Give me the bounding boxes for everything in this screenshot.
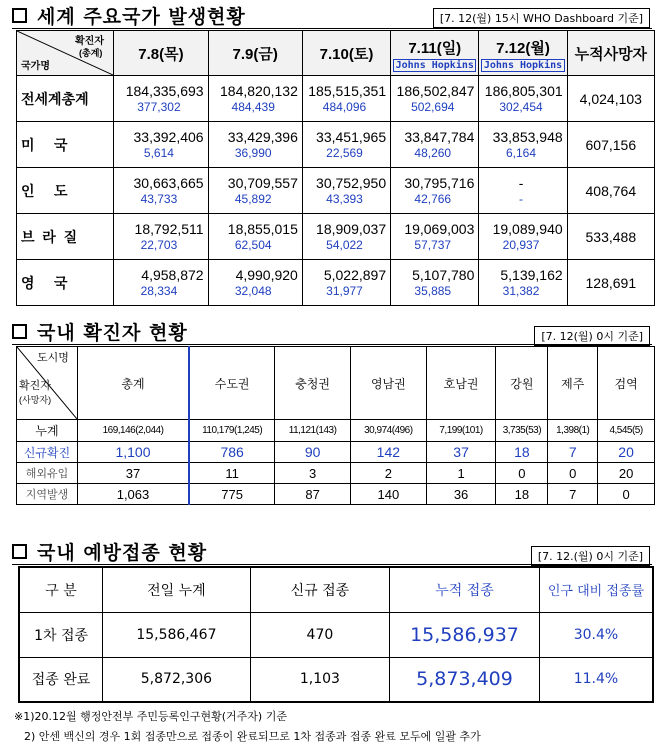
total-deaths: 128,691	[567, 260, 654, 306]
row-label: 해외유입	[17, 463, 78, 484]
date-header-3: 7.11(일) Johns Hopkins	[391, 31, 479, 76]
value-cell: 11	[189, 463, 275, 484]
value-cell: 775	[189, 484, 275, 505]
country-name: 전세계총계	[17, 76, 114, 122]
row-label: 누계	[17, 420, 78, 442]
total-cases: 185,515,351	[308, 82, 387, 99]
vacc-new: 470	[250, 612, 389, 657]
value-cell: 20	[598, 442, 655, 463]
new-cases: 36,990	[234, 145, 272, 160]
total-deaths: 408,764	[567, 168, 654, 214]
total-deaths: 607,156	[567, 122, 654, 168]
col-header-6: 제주	[548, 347, 598, 420]
case-cell	[114, 168, 208, 214]
corner-top-sub-label: (총계)	[79, 48, 103, 58]
table-row	[17, 442, 655, 463]
new-cases: 31,382	[502, 283, 540, 298]
new-cases: 22,569	[326, 145, 363, 160]
total-cases: -	[518, 174, 524, 191]
value-cell: 11,121(143)	[275, 420, 351, 442]
checkbox-square-icon	[12, 8, 27, 23]
new-cases: 484,439	[231, 99, 275, 114]
vacc-rate: 30.4%	[539, 612, 653, 657]
value-cell: 786	[189, 442, 275, 463]
section1-title: 세계 주요국가 발생현황	[12, 2, 246, 28]
new-cases: 48,260	[414, 145, 452, 160]
country-name: 미 국	[17, 122, 114, 168]
case-cell	[391, 168, 479, 214]
value-cell: 169,146(2,044)	[78, 420, 190, 442]
value-cell: 142	[350, 442, 426, 463]
case-cell	[114, 260, 208, 306]
table-row	[17, 214, 655, 260]
domestic-cases-table	[16, 346, 655, 505]
case-cell	[114, 76, 208, 122]
total-cases: 18,792,511	[134, 220, 204, 237]
col-header-7: 검역	[598, 347, 655, 420]
date-header-4: 7.12(월) Johns Hopkins	[479, 31, 567, 76]
col-header-4: 호남권	[426, 347, 496, 420]
value-cell: 7	[548, 442, 598, 463]
total-cases: 33,853,948	[492, 128, 563, 145]
total-cases: 186,805,301	[484, 82, 563, 99]
vacc-header-1: 전일 누계	[103, 567, 251, 612]
table-row	[17, 484, 655, 505]
new-cases: 22,703	[140, 237, 178, 252]
section2-rule	[12, 344, 652, 345]
new-cases: 484,096	[322, 99, 367, 114]
vacc-header-0: 구 분	[19, 567, 103, 612]
case-cell	[391, 76, 479, 122]
row-label: 지역발생	[17, 484, 78, 505]
value-cell: 18	[496, 442, 548, 463]
corner-bottom-sub-label: (사망자)	[19, 395, 52, 405]
case-cell	[208, 76, 302, 122]
new-cases: 57,737	[414, 237, 452, 252]
value-cell: 36	[426, 484, 496, 505]
value-cell: 7,199(101)	[426, 420, 496, 442]
checkbox-square-icon	[12, 544, 27, 559]
vacc-header-4: 인구 대비 접종률	[539, 567, 653, 612]
total-cases: 33,451,965	[316, 128, 387, 145]
corner-top-label: 확진자	[75, 36, 104, 47]
value-cell: 20	[598, 463, 655, 484]
total-cases: 4,990,920	[235, 266, 298, 283]
section1-note: [7. 12(월) 15시 WHO Dashboard 기준]	[433, 8, 650, 28]
new-cases: 31,977	[326, 283, 363, 298]
new-cases: 5,614	[143, 145, 174, 160]
corner-bottom-label: 확진자	[19, 380, 51, 392]
total-cases: 30,752,950	[316, 174, 387, 191]
case-cell	[302, 76, 390, 122]
total-cases: 5,107,780	[412, 266, 475, 283]
new-cases: 302,454	[499, 99, 543, 114]
value-cell: 140	[350, 484, 426, 505]
date-header-0: 7.8(목)	[114, 31, 208, 76]
table-row	[19, 612, 653, 657]
value-cell: 4,545(5)	[598, 420, 655, 442]
corner-bottom-label: 국가명	[21, 61, 50, 72]
section3-note: [7. 12.(월) 0시 기준]	[531, 546, 650, 566]
total-deaths-header: 누적사망자	[567, 31, 654, 76]
new-cases: 377,302	[137, 99, 181, 114]
total-cases: 30,709,557	[227, 174, 298, 191]
total-cases: 186,502,847	[396, 82, 475, 99]
value-cell: 110,179(1,245)	[189, 420, 275, 442]
vacc-header-3: 누적 접종	[390, 567, 540, 612]
value-cell: 7	[548, 484, 598, 505]
vacc-cum: 15,586,937	[390, 612, 540, 657]
value-cell: 3,735(53)	[496, 420, 548, 442]
new-cases: 6,164	[506, 145, 537, 160]
value-cell: 1,100	[78, 442, 190, 463]
total-cases: 19,089,940	[492, 220, 563, 237]
johns-hopkins-tag: Johns Hopkins	[393, 59, 476, 72]
case-cell	[114, 214, 208, 260]
new-cases: 20,937	[502, 237, 540, 252]
corner-header	[17, 31, 114, 76]
new-cases: 54,022	[326, 237, 363, 252]
new-cases: 45,892	[234, 191, 272, 206]
case-cell	[302, 168, 390, 214]
vacc-row-label: 1차 접종	[19, 612, 103, 657]
value-cell: 87	[275, 484, 351, 505]
section3-title: 국내 예방접종 현황	[12, 538, 207, 564]
vaccination-table	[18, 566, 654, 703]
table-row	[17, 420, 655, 442]
value-cell: 0	[548, 463, 598, 484]
section2-note: [7. 12(월) 0시 기준]	[534, 326, 650, 346]
section1-rule	[12, 28, 652, 29]
case-cell	[302, 260, 390, 306]
case-cell	[302, 122, 390, 168]
new-cases: 28,334	[140, 283, 178, 298]
new-cases: 43,733	[140, 191, 178, 206]
value-cell: 30,974(496)	[350, 420, 426, 442]
case-cell	[479, 76, 567, 122]
table-row	[17, 122, 655, 168]
total-cases: 33,392,406	[133, 128, 204, 145]
case-cell	[208, 168, 302, 214]
vacc-row-label: 접종 완료	[19, 657, 103, 702]
new-cases: 35,885	[414, 283, 452, 298]
new-cases: 62,504	[234, 237, 272, 252]
johns-hopkins-tag: Johns Hopkins	[481, 59, 564, 72]
section3-rule	[12, 564, 652, 565]
value-cell: 1,398(1)	[548, 420, 598, 442]
value-cell: 18	[496, 484, 548, 505]
new-cases: 42,766	[414, 191, 452, 206]
row-label: 신규확진	[17, 442, 78, 463]
total-cases: 30,663,665	[133, 174, 204, 191]
value-cell: 37	[426, 442, 496, 463]
case-cell	[479, 122, 567, 168]
case-cell	[479, 168, 567, 214]
case-cell	[114, 122, 208, 168]
value-cell: 0	[496, 463, 548, 484]
value-cell: 37	[78, 463, 190, 484]
country-name: 인 도	[17, 168, 114, 214]
case-cell	[391, 122, 479, 168]
value-cell: 1	[426, 463, 496, 484]
case-cell	[208, 260, 302, 306]
vacc-cum: 5,873,409	[390, 657, 540, 702]
case-cell	[208, 122, 302, 168]
total-cases: 5,022,897	[323, 266, 387, 283]
total-deaths: 4,024,103	[567, 76, 654, 122]
corner-header	[17, 347, 78, 420]
case-cell	[391, 260, 479, 306]
case-cell	[479, 214, 567, 260]
case-cell	[208, 214, 302, 260]
corner-diagonal	[17, 31, 113, 75]
total-cases: 19,069,003	[404, 220, 475, 237]
total-cases: 30,795,716	[404, 174, 475, 191]
world-cases-table	[16, 30, 655, 306]
table-row	[17, 168, 655, 214]
date-header-1: 7.9(금)	[208, 31, 302, 76]
table-row	[17, 463, 655, 484]
total-cases: 4,958,872	[141, 266, 204, 283]
value-cell: 3	[275, 463, 351, 484]
corner-top-label: 도시명	[37, 352, 69, 364]
corner-diagonal	[17, 347, 77, 419]
new-cases: 43,393	[326, 191, 363, 206]
col-header-5: 강원	[496, 347, 548, 420]
value-cell: 90	[275, 442, 351, 463]
footnote-2: 2) 안센 백신의 경우 1회 접종만으로 접종이 완료되므로 1차 접종과 접종 완료 모두에 일괄 추가	[24, 730, 481, 743]
footnote-1: ※1)20.12월 행정안전부 주민등록인구현황(거주자) 기준	[14, 710, 287, 723]
vacc-prev: 5,872,306	[103, 657, 251, 702]
vacc-header-2: 신규 접종	[250, 567, 389, 612]
country-name: 브 라 질	[17, 214, 114, 260]
total-cases: 5,139,162	[500, 266, 563, 283]
total-cases: 33,847,784	[404, 128, 475, 145]
case-cell	[479, 260, 567, 306]
section2-title: 국내 확진자 현황	[12, 318, 188, 344]
total-deaths: 533,488	[567, 214, 654, 260]
col-header-2: 충청권	[275, 347, 351, 420]
col-header-1: 수도권	[189, 347, 275, 420]
vacc-new: 1,103	[250, 657, 389, 702]
total-cases: 184,820,132	[220, 82, 298, 99]
col-header-3: 영남권	[350, 347, 426, 420]
value-cell: 0	[598, 484, 655, 505]
total-cases: 18,855,015	[227, 220, 298, 237]
case-cell	[302, 214, 390, 260]
value-cell: 1,063	[78, 484, 190, 505]
table-row	[17, 76, 655, 122]
total-cases: 184,335,693	[125, 82, 204, 99]
vacc-prev: 15,586,467	[103, 612, 251, 657]
new-cases: -	[519, 191, 524, 206]
table-row	[19, 657, 653, 702]
table-row	[17, 260, 655, 306]
total-cases: 33,429,396	[227, 128, 298, 145]
country-name: 영 국	[17, 260, 114, 306]
case-cell	[391, 214, 479, 260]
new-cases: 32,048	[234, 283, 272, 298]
checkbox-square-icon	[12, 324, 27, 339]
vacc-rate: 11.4%	[539, 657, 653, 702]
value-cell: 2	[350, 463, 426, 484]
new-cases: 502,694	[411, 99, 455, 114]
total-cases: 18,909,037	[316, 220, 387, 237]
col-header-0: 총계	[78, 347, 190, 420]
date-header-2: 7.10(토)	[302, 31, 390, 76]
